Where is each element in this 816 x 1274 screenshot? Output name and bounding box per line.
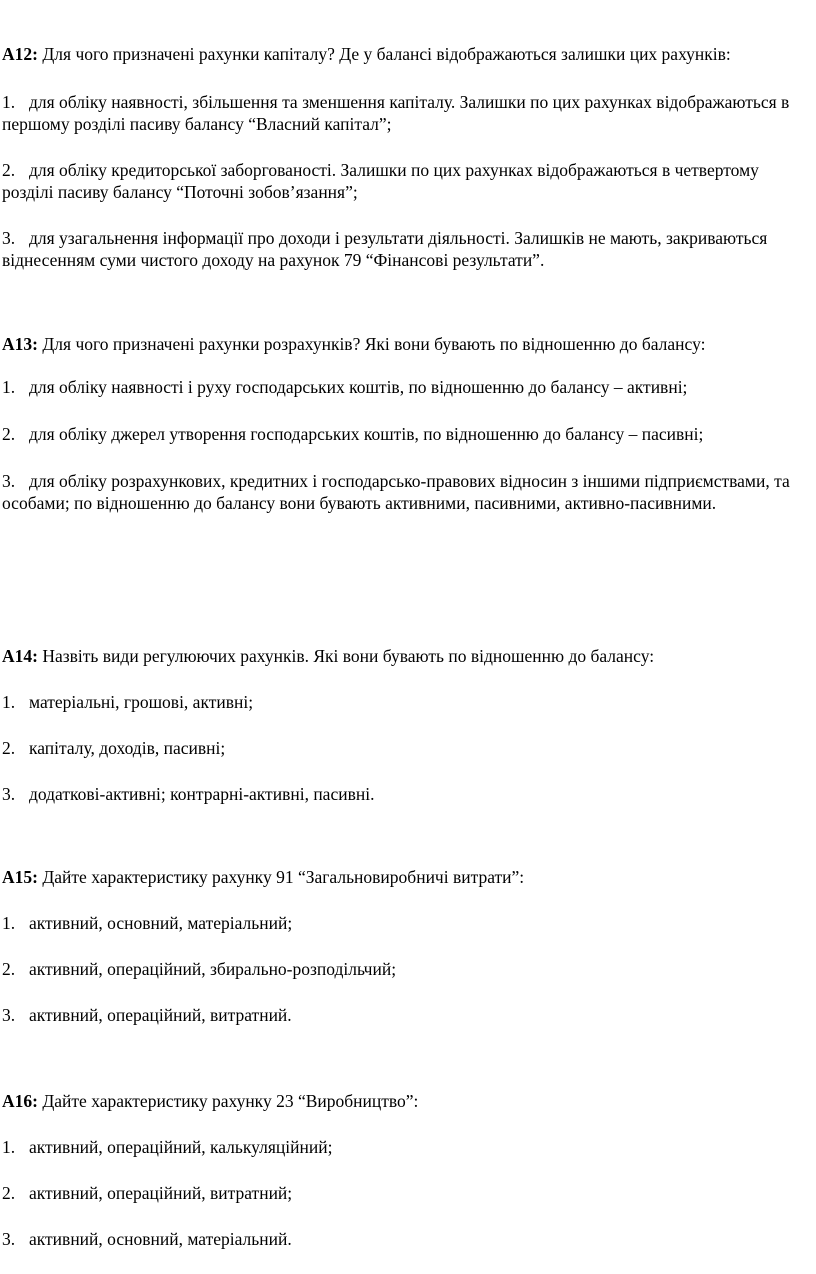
- option-number: 2.: [2, 424, 16, 444]
- option-number: 2.: [2, 1183, 16, 1203]
- option-text: для обліку наявності, збільшення та зменшення капіталу. Залишки по цих рахунках відображаються в першому розділі пасиву балансу “Власний капітал”;: [2, 92, 790, 134]
- question-code: А14:: [2, 646, 38, 666]
- answer-option-1: [0, 91, 812, 135]
- answer-option-1: [0, 376, 812, 398]
- option-text: для обліку розрахункових, кредитних і господарсько-правових відносин з іншими підприємствами, та особами; по відношенню до балансу вони бувають активними, пасивними, активно-пасивними.: [2, 471, 790, 513]
- answer-option-3: [0, 470, 812, 514]
- question-heading: [2, 1090, 812, 1112]
- option-number: 3.: [2, 1229, 16, 1249]
- option-text: для обліку джерел утворення господарських коштів, по відношенню до балансу – пасивні;: [29, 424, 704, 444]
- answer-option-3: [0, 1004, 812, 1026]
- option-text: активний, основний, матеріальний.: [29, 1229, 292, 1249]
- answer-option-2: [0, 1182, 812, 1204]
- question-heading: [2, 43, 812, 65]
- option-number: 2.: [2, 959, 16, 979]
- answer-option-2: [0, 423, 812, 445]
- option-number: 2.: [2, 738, 16, 758]
- question-a16: [0, 1090, 812, 1274]
- answer-option-1: [0, 691, 812, 713]
- question-text: Назвіть види регулюючих рахунків. Які вони бувають по відношенню до балансу:: [37, 646, 655, 666]
- question-heading: [2, 333, 812, 355]
- option-text: активний, операційний, витратний.: [29, 1005, 292, 1025]
- question-a12: [0, 43, 812, 295]
- answer-option-3: [0, 227, 812, 271]
- option-number: 3.: [2, 471, 16, 491]
- question-text: Дайте характеристику рахунку 91 “Загальновиробничі витрати”:: [37, 867, 525, 887]
- answer-option-1: [0, 1136, 812, 1158]
- option-text: додаткові-активні; контрарні-активні, пасивні.: [29, 784, 375, 804]
- question-a13: [0, 333, 812, 539]
- answer-option-3: [0, 783, 812, 805]
- option-text: активний, операційний, калькуляційний;: [29, 1137, 333, 1157]
- option-number: 3.: [2, 784, 16, 804]
- answer-option-2: [0, 737, 812, 759]
- option-text: капіталу, доходів, пасивні;: [29, 738, 226, 758]
- option-text: для обліку кредиторської заборгованості. Залишки по цих рахунках відображаються в четвертому розділі пасиву балансу “Поточні зобов’язання”;: [2, 160, 759, 202]
- question-code: А15:: [2, 867, 38, 887]
- question-heading: [2, 645, 812, 667]
- question-text: Дайте характеристику рахунку 23 “Виробництво”:: [37, 1091, 419, 1111]
- option-number: 3.: [2, 1005, 16, 1025]
- option-text: активний, операційний, збирально-розподільчий;: [29, 959, 397, 979]
- option-text: активний, основний, матеріальний;: [29, 913, 293, 933]
- question-heading: [2, 866, 812, 888]
- option-number: 1.: [2, 692, 16, 712]
- option-number: 1.: [2, 913, 16, 933]
- option-number: 3.: [2, 228, 16, 248]
- question-a15: [0, 866, 812, 1050]
- option-text: матеріальні, грошові, активні;: [29, 692, 254, 712]
- option-text: для узагальнення інформації про доходи і результати діяльності. Залишків не мають, закриваються віднесенням суми чистого доходу на рахунок 79 “Фінансові результати”.: [2, 228, 768, 270]
- option-number: 1.: [2, 377, 16, 397]
- option-number: 2.: [2, 160, 16, 180]
- question-code: А13:: [2, 334, 38, 354]
- answer-option-1: [0, 912, 812, 934]
- question-code: А16:: [2, 1091, 38, 1111]
- question-code: А12:: [2, 44, 38, 64]
- option-text: для обліку наявності і руху господарських коштів, по відношенню до балансу – активні;: [29, 377, 688, 397]
- question-text: Для чого призначені рахунки розрахунків? Які вони бувають по відношенню до балансу:: [37, 334, 706, 354]
- question-text: Для чого призначені рахунки капіталу? Де у балансі відображаються залишки цих рахунків:: [37, 44, 731, 64]
- option-text: активний, операційний, витратний;: [29, 1183, 293, 1203]
- option-number: 1.: [2, 1137, 16, 1157]
- answer-option-2: [0, 958, 812, 980]
- answer-option-3: [0, 1228, 812, 1250]
- question-a14: [0, 645, 812, 829]
- answer-option-2: [0, 159, 812, 203]
- option-number: 1.: [2, 92, 16, 112]
